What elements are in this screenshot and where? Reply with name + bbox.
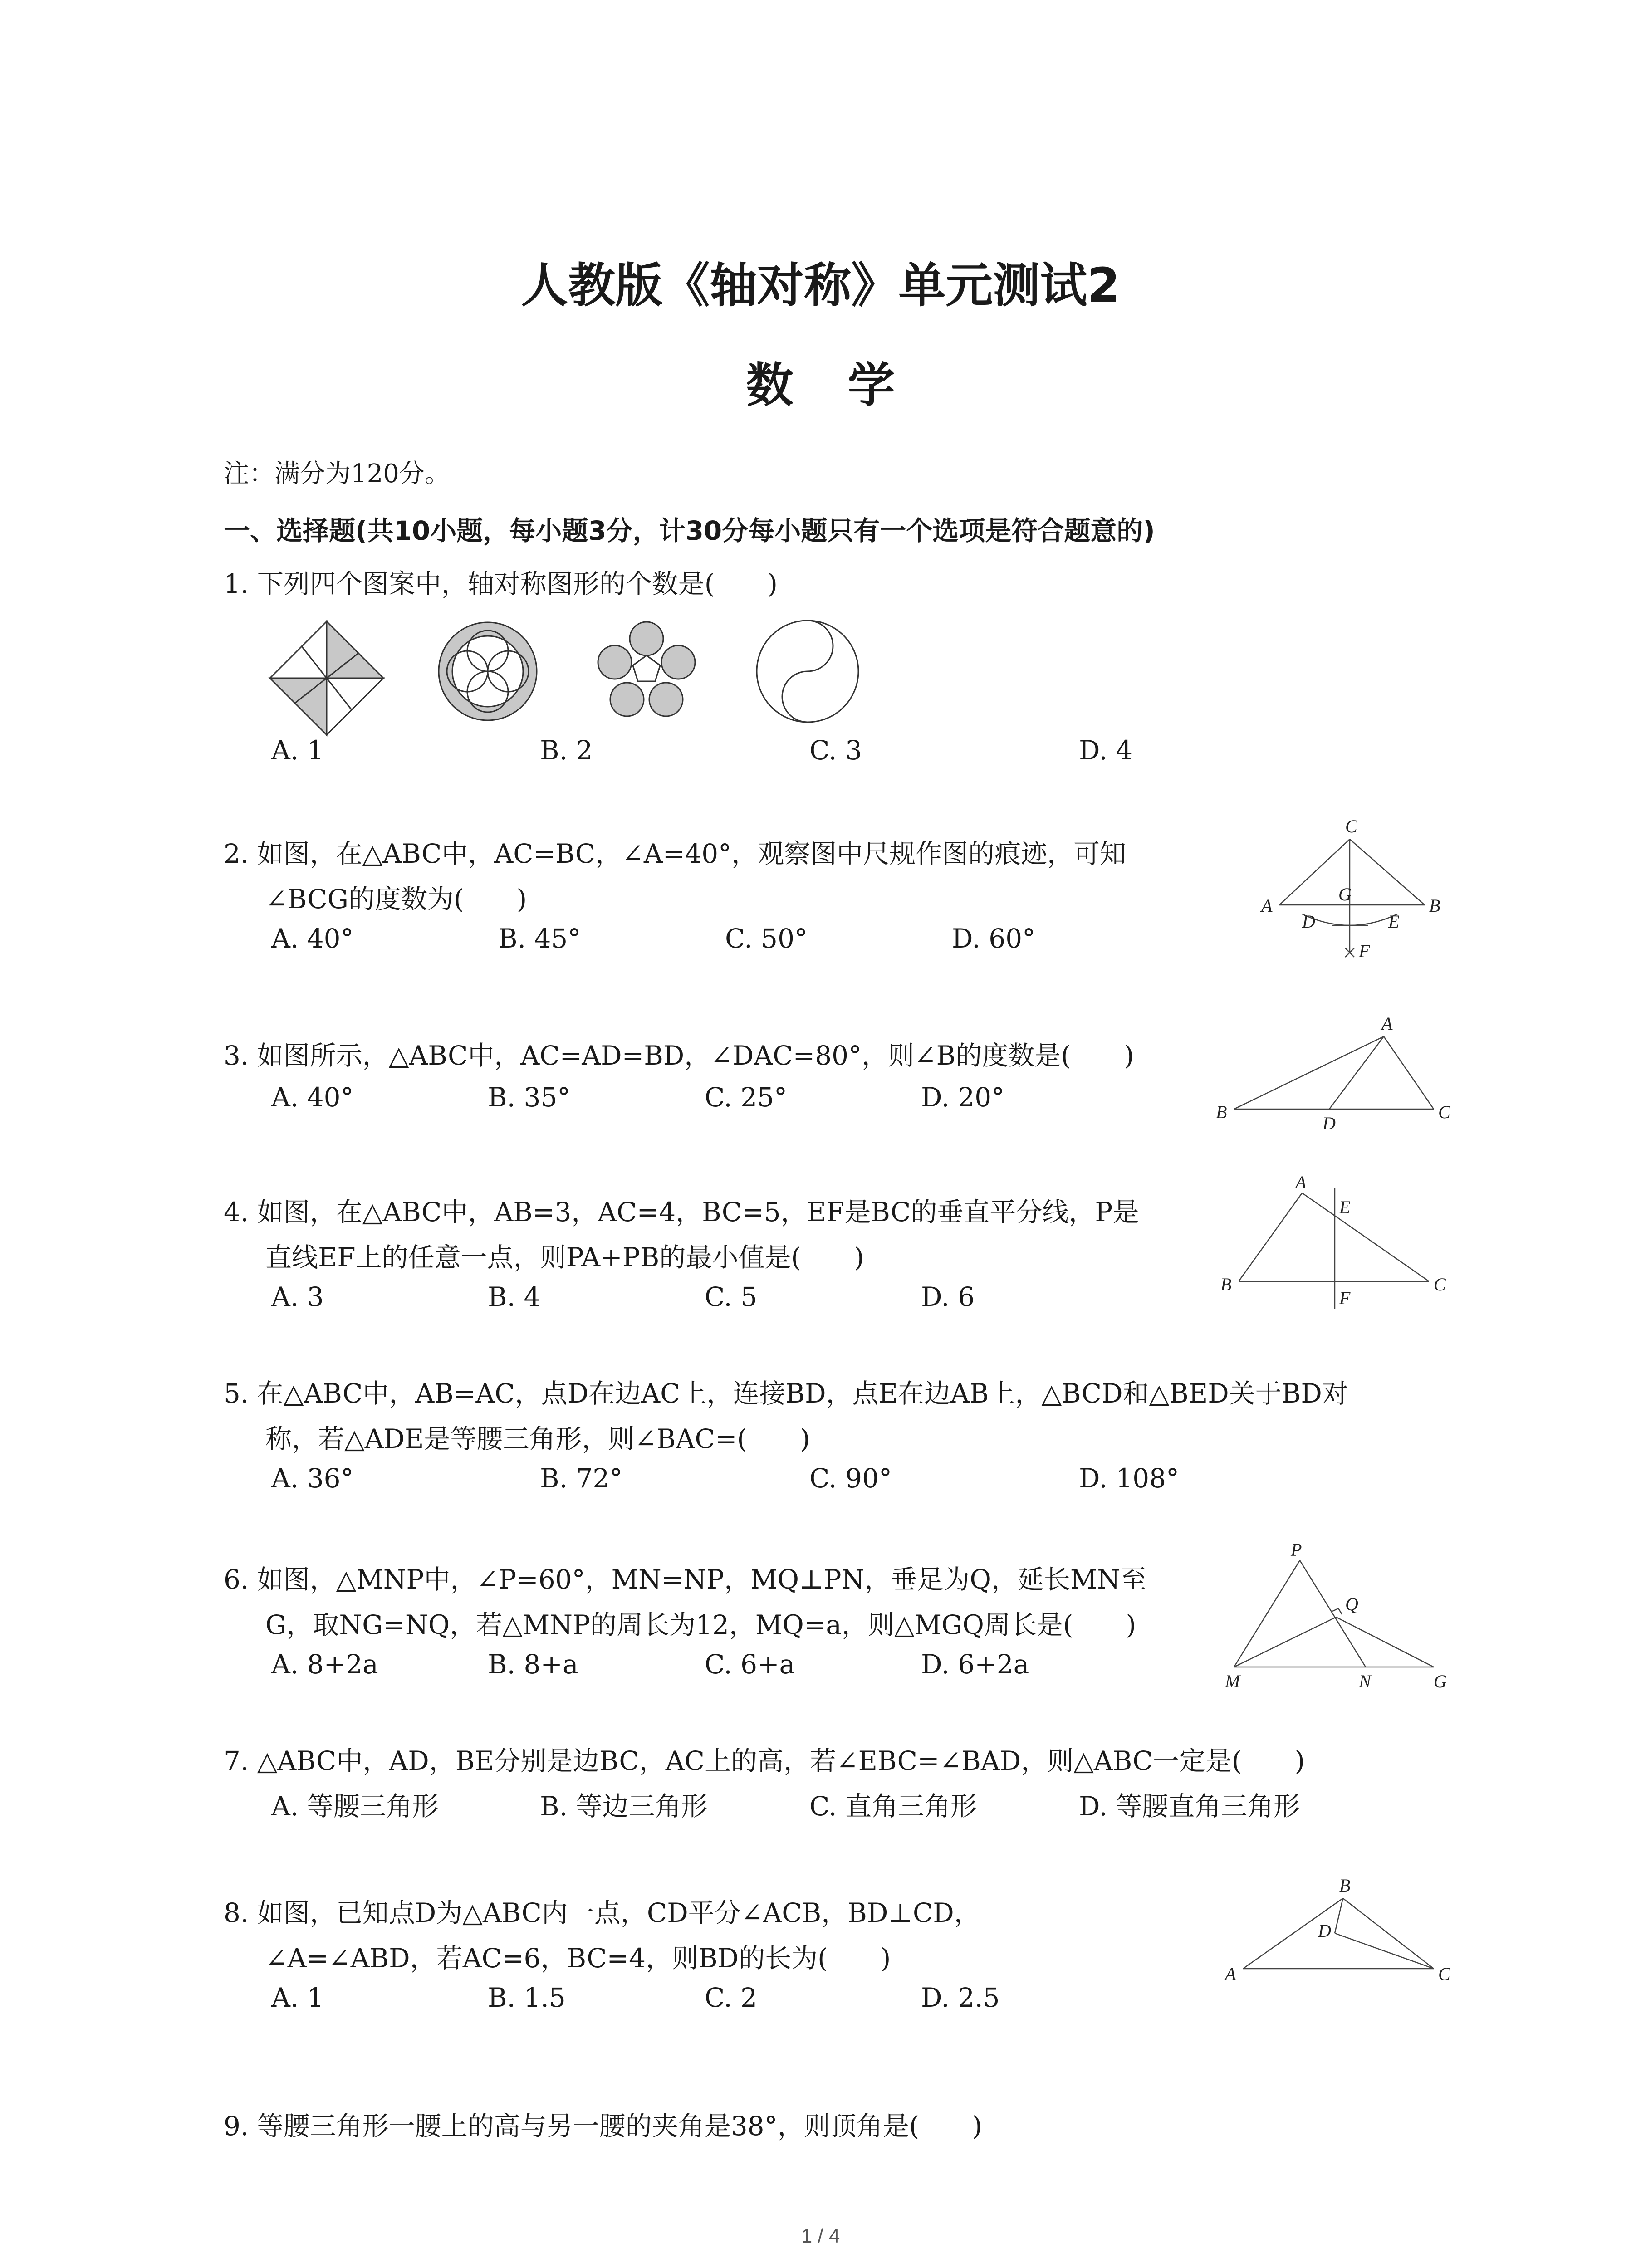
q8-label-a: A — [1225, 1964, 1236, 1984]
question-3: 3. 如图所示，△ABC中，AC=AD=BD，∠DAC=80°，则∠B的度数是( ) — [224, 1040, 1134, 1071]
page-number: 1 / 4 — [801, 2225, 840, 2247]
q6-label-n: N — [1359, 1671, 1371, 1691]
page-title: 人教版《轴对称》单元测试2 — [521, 258, 1120, 313]
q8-figure — [1220, 1875, 1456, 1996]
q5-option-a: A. 36° — [271, 1463, 354, 1494]
q8-option-a: A. 1 — [271, 1982, 324, 2013]
q6-label-p: P — [1291, 1540, 1302, 1560]
question-2: 2. 如图，在△ABC中，AC=BC，∠A=40°，观察图中尺规作图的痕迹，可知 — [224, 838, 1127, 869]
q2-label-b: B — [1429, 895, 1440, 916]
question-6-line2: G，取NG=NQ，若△MNP的周长为12，MQ=a，则△MGQ周长是( ) — [265, 1609, 1136, 1640]
q3-option-a: A. 40° — [271, 1082, 354, 1113]
q8-option-b: B. 1.5 — [488, 1982, 566, 2013]
q4-label-e: E — [1339, 1197, 1351, 1217]
q6-option-b: B. 8+a — [488, 1649, 578, 1680]
pinwheel-figure — [265, 617, 388, 739]
q7-option-a: A. 等腰三角形 — [271, 1791, 439, 1822]
q8-label-d: D — [1318, 1921, 1331, 1941]
q2-label-a: A — [1261, 895, 1273, 916]
q2-option-a: A. 40° — [271, 923, 354, 954]
q1-option-b: B. 2 — [540, 735, 593, 766]
q4-option-c: C. 5 — [705, 1281, 758, 1312]
q3-option-c: C. 25° — [705, 1082, 787, 1113]
q8-option-d: D. 2.5 — [921, 1982, 1000, 2013]
q3-label-a: A — [1381, 1013, 1393, 1034]
q8-option-c: C. 2 — [705, 1982, 758, 2013]
q2-label-e: E — [1388, 911, 1400, 932]
q2-label-f: F — [1359, 941, 1370, 961]
q3-option-d: D. 20° — [921, 1082, 1005, 1113]
q6-option-d: D. 6+2a — [921, 1649, 1029, 1680]
q3-label-c: C — [1438, 1102, 1450, 1122]
subject-title: 数学 — [746, 357, 950, 413]
flower-circle-figure — [436, 619, 540, 723]
q6-figure — [1216, 1542, 1452, 1696]
q5-option-b: B. 72° — [540, 1463, 623, 1494]
q3-label-d: D — [1323, 1113, 1336, 1134]
q4-label-a: A — [1295, 1172, 1307, 1193]
question-8: 8. 如图，已知点D为△ABC内一点，CD平分∠ACB，BD⊥CD， — [224, 1897, 980, 1928]
q6-option-c: C. 6+a — [705, 1649, 795, 1680]
q1-option-c: C. 3 — [809, 735, 862, 766]
q4-figure — [1216, 1172, 1452, 1315]
q4-option-b: B. 4 — [488, 1281, 541, 1312]
q7-option-b: B. 等边三角形 — [540, 1791, 708, 1822]
q5-option-c: C. 90° — [809, 1463, 892, 1494]
q1-option-d: D. 4 — [1079, 735, 1133, 766]
question-6: 6. 如图，△MNP中，∠P=60°，MN=NP，MQ⊥PN，垂足为Q，延长MN至 — [224, 1564, 1147, 1595]
yin-yang-figure — [753, 617, 862, 726]
q8-label-c: C — [1438, 1964, 1450, 1984]
q4-label-c: C — [1434, 1274, 1446, 1295]
q2-option-c: C. 50° — [725, 923, 808, 954]
q4-option-d: D. 6 — [921, 1281, 975, 1312]
q2-option-d: D. 60° — [952, 923, 1036, 954]
pentagon-figure — [594, 617, 699, 721]
question-1: 1. 下列四个图案中，轴对称图形的个数是( ) — [224, 568, 778, 599]
question-8-line2: ∠A=∠ABD，若AC=6，BC=4，则BD的长为( ) — [265, 1943, 891, 1974]
q3-option-b: B. 35° — [488, 1082, 571, 1113]
q6-label-q: Q — [1345, 1594, 1358, 1614]
q2-option-b: B. 45° — [498, 923, 581, 954]
q4-label-b: B — [1220, 1274, 1232, 1295]
question-5: 5. 在△ABC中，AB=AC，点D在边AC上，连接BD，点E在边AB上，△BCD和△BED关于BD对 — [224, 1378, 1348, 1409]
q8-label-b: B — [1339, 1875, 1351, 1896]
question-5-line2: 称，若△ADE是等腰三角形，则∠BAC=( ) — [265, 1423, 810, 1454]
q3-label-b: B — [1216, 1102, 1227, 1122]
q4-option-a: A. 3 — [271, 1281, 324, 1312]
q7-option-c: C. 直角三角形 — [809, 1791, 977, 1822]
q6-label-m: M — [1225, 1671, 1240, 1691]
q6-option-a: A. 8+2a — [271, 1649, 378, 1680]
question-4-line2: 直线EF上的任意一点，则PA+PB的最小值是( ) — [265, 1242, 864, 1273]
q1-option-a: A. 1 — [271, 735, 324, 766]
note: 注：满分为120分。 — [224, 459, 450, 489]
question-4: 4. 如图，在△ABC中，AB=3，AC=4，BC=5，EF是BC的垂直平分线，P是 — [224, 1197, 1139, 1227]
q6-label-g: G — [1434, 1671, 1447, 1691]
q3-figure — [1216, 1013, 1452, 1134]
q7-option-d: D. 等腰直角三角形 — [1079, 1791, 1300, 1822]
question-2-line2: ∠BCG的度数为( ) — [265, 884, 527, 914]
q2-label-d: D — [1302, 911, 1315, 932]
section-heading: 一、选择题(共10小题，每小题3分，计30分每小题只有一个选项是符合题意的) — [224, 515, 1155, 546]
q2-label-g: G — [1338, 884, 1352, 904]
q2-label-c: C — [1345, 816, 1357, 836]
q2-figure — [1252, 816, 1452, 971]
q5-option-d: D. 108° — [1079, 1463, 1180, 1494]
q4-label-f: F — [1339, 1288, 1351, 1308]
question-9: 9. 等腰三角形一腰上的高与另一腰的夹角是38°，则顶角是( ) — [224, 2111, 982, 2141]
question-7: 7. △ABC中，AD，BE分别是边BC，AC上的高，若∠EBC=∠BAD，则△ABC一定是( ) — [224, 1745, 1305, 1776]
